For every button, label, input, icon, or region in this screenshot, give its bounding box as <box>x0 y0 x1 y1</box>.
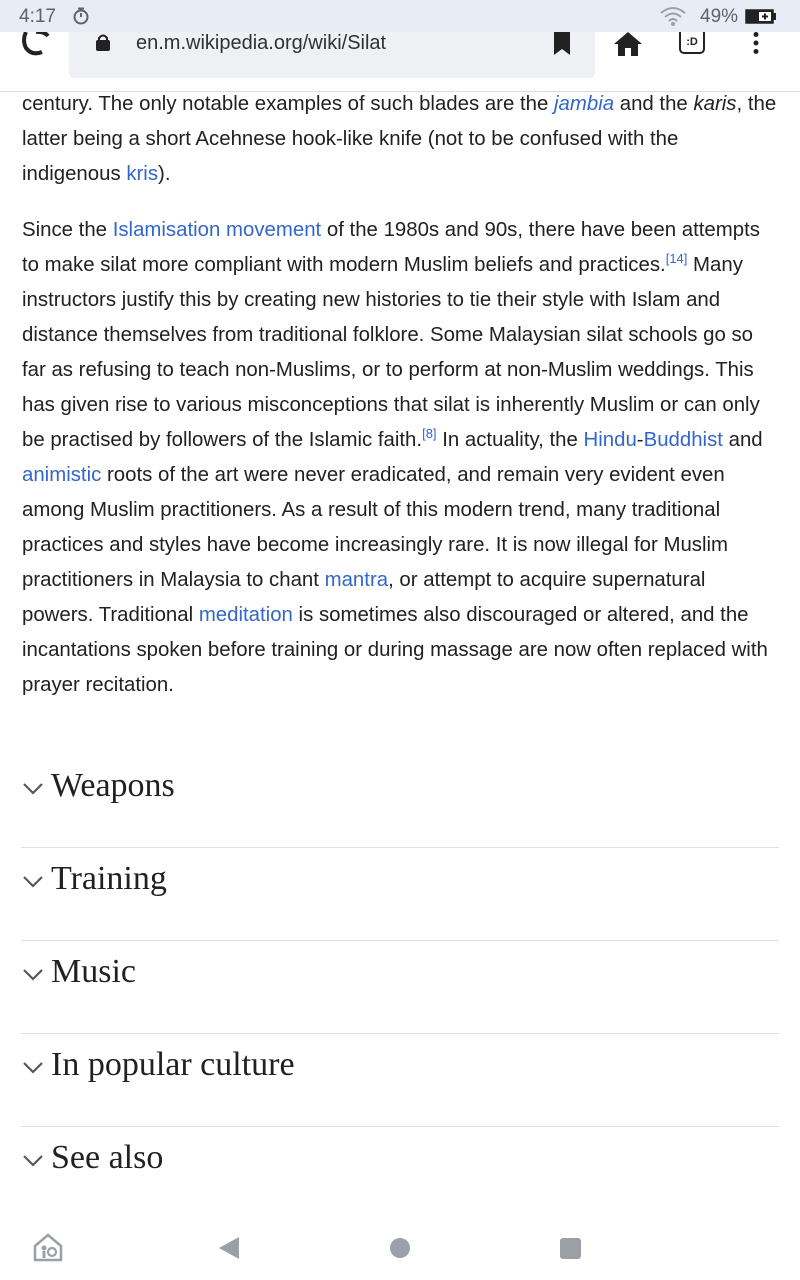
text-span: ). <box>158 163 171 185</box>
section-title[interactable]: In popular culture <box>51 1046 295 1083</box>
bookmark-icon[interactable] <box>553 32 571 56</box>
text-span: Many instructors justify this by creating new histories to tie their style with Islam and distance themselves from traditional folklore. Some Malaysian silat schools go so far as refusing to teach non-Muslims, or to perform at non-Muslim weddings. This has given rise to various misconceptions that silat is inherently Muslim or can only be practised by followers of the Islamic faith. <box>22 254 760 451</box>
recent-apps-icon[interactable] <box>560 1238 581 1259</box>
status-bar <box>0 0 800 32</box>
back-icon[interactable] <box>218 1236 240 1260</box>
section-title[interactable]: Music <box>51 953 136 990</box>
text-span: , the latter being a short Acehnese hook-like knife (not to be confused with the indigenous <box>22 93 777 185</box>
section-in-popular-culture[interactable] <box>21 1034 779 1127</box>
tab-switcher-button[interactable]: :D <box>679 32 705 54</box>
collapsible-sections <box>21 755 779 1220</box>
address-bar[interactable] <box>69 32 595 78</box>
section-training[interactable] <box>21 848 779 941</box>
article-content <box>22 87 780 724</box>
link-mantra[interactable]: mantra <box>324 569 389 591</box>
link-meditation[interactable]: meditation <box>198 604 293 626</box>
reference-14[interactable]: [14] <box>665 251 688 267</box>
reload-icon[interactable] <box>20 32 54 58</box>
chevron-down-icon <box>23 969 43 981</box>
text-span: century. The only notable examples of such blades are the <box>22 93 554 115</box>
status-time: 4:17 <box>19 6 56 27</box>
text-span: is sometimes also discouraged or altered, and the incantations spoken before training or during massage are now often replaced with prayer recitation. <box>22 604 768 696</box>
stopwatch-icon <box>72 7 90 25</box>
text-span: Since the <box>22 219 113 241</box>
text-span: and the <box>614 93 694 115</box>
link-animistic[interactable]: animistic <box>22 464 102 486</box>
text-span: roots of the art were never eradicated, and remain very evident even among Muslim practitioners. As a result of this modern trend, many traditional practices and styles have become increasingly rare. It is now illegal for Muslim practitioners in Malaysia to chant <box>22 464 729 591</box>
home-icon[interactable] <box>613 32 643 56</box>
italic-karis: karis <box>693 93 737 115</box>
more-options-icon[interactable] <box>751 32 761 56</box>
wifi-icon <box>659 5 687 27</box>
link-jambia[interactable] <box>554 93 614 115</box>
section-see-also[interactable] <box>21 1127 779 1220</box>
reference-8[interactable]: [8] <box>422 426 437 442</box>
section-music[interactable] <box>21 941 779 1034</box>
lock-icon <box>95 34 111 52</box>
text-span: , or attempt to acquire supernatural powers. Traditional <box>22 569 706 626</box>
paragraph-2 <box>22 213 780 703</box>
home-button-icon[interactable] <box>390 1238 410 1258</box>
section-title[interactable]: See also <box>51 1139 164 1176</box>
link-islamisation-movement[interactable]: Islamisation movement <box>112 219 322 241</box>
chevron-down-icon <box>23 876 43 888</box>
section-title[interactable]: Training <box>51 860 167 897</box>
chevron-down-icon <box>23 1155 43 1167</box>
paragraph-1 <box>22 87 780 192</box>
link-hindu[interactable]: Hindu <box>583 429 637 451</box>
section-weapons[interactable] <box>21 755 779 848</box>
text-span: - <box>636 429 644 451</box>
chevron-down-icon <box>23 783 43 795</box>
section-title[interactable]: Weapons <box>51 767 175 804</box>
battery-charging-icon <box>745 9 777 24</box>
text-span: In actuality, the <box>436 429 584 451</box>
url-text[interactable]: en.m.wikipedia.org/wiki/Silat <box>136 32 387 54</box>
chevron-down-icon <box>23 1062 43 1074</box>
link-kris[interactable]: kris <box>126 163 159 185</box>
accessibility-home-icon[interactable] <box>33 1232 63 1262</box>
battery-percentage: 49% <box>700 6 739 27</box>
text-span: and <box>722 429 763 451</box>
browser-toolbar <box>0 32 800 92</box>
link-buddhist[interactable]: Buddhist <box>643 429 723 451</box>
text-span: of the 1980s and 90s, there have been attempts to make silat more compliant with modern Muslim beliefs and practices. <box>22 219 760 276</box>
navigation-bar <box>0 1216 800 1280</box>
link-jambia-text[interactable]: jambia <box>554 93 615 115</box>
